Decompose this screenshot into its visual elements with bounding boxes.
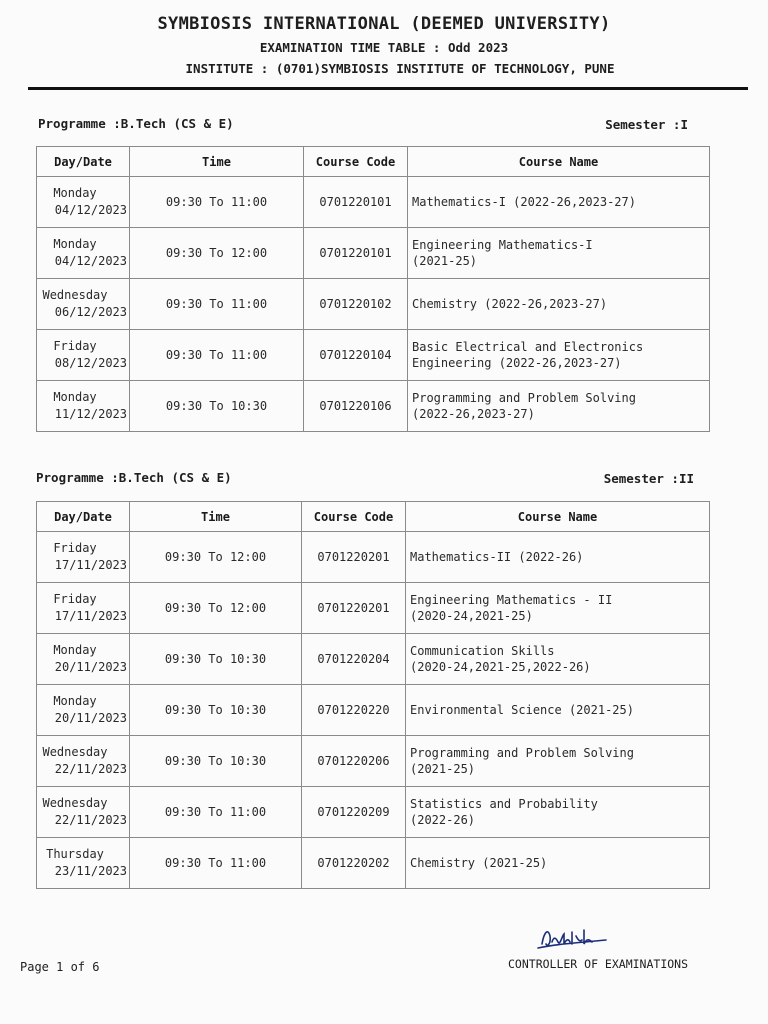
table-body [37, 532, 710, 889]
table-row [37, 583, 710, 634]
timetable-semester-1 [36, 146, 710, 432]
table-row [37, 532, 710, 583]
course-code-cell: 0701220209 [302, 787, 406, 838]
time-cell: 09:30 To 11:00 [130, 177, 304, 228]
programme-label: Programme :B.Tech (CS & E) [38, 116, 234, 131]
column-header-course-code: Course Code [302, 502, 406, 532]
day-name: Monday [53, 643, 97, 657]
table-row [37, 177, 710, 228]
day-name: Thursday [46, 847, 104, 861]
exam-date: 20/11/2023 [54, 711, 127, 725]
column-header-day-date: Day/Date [37, 147, 130, 177]
column-header-course-name: Course Name [406, 502, 710, 532]
course-code-cell: 0701220201 [302, 532, 406, 583]
time-cell: 09:30 To 10:30 [130, 634, 302, 685]
course-name-cell: Chemistry (2022-26,2023-27) [408, 279, 710, 330]
exam-date: 22/11/2023 [54, 813, 127, 827]
time-cell: 09:30 To 11:00 [130, 279, 304, 330]
day-name: Monday [53, 390, 97, 404]
exam-date: 04/12/2023 [54, 203, 127, 217]
exam-date: 11/12/2023 [54, 407, 127, 421]
day-name: Wednesday [42, 796, 108, 810]
semester-label: Semester :I [605, 117, 688, 132]
course-code-cell: 0701220101 [304, 228, 408, 279]
course-code-cell: 0701220104 [304, 330, 408, 381]
table-body [37, 177, 710, 432]
day-date-cell [37, 177, 130, 228]
day-date-cell [37, 330, 130, 381]
table-row [37, 279, 710, 330]
exam-date: 20/11/2023 [54, 660, 127, 674]
time-cell: 09:30 To 12:00 [130, 228, 304, 279]
time-cell: 09:30 To 12:00 [130, 583, 302, 634]
day-date-cell [37, 634, 130, 685]
course-name-cell: Statistics and Probability (2022-26) [406, 787, 710, 838]
day-date-cell [37, 381, 130, 432]
exam-date: 17/11/2023 [54, 609, 127, 623]
time-cell: 09:30 To 10:30 [130, 736, 302, 787]
course-code-cell: 0701220220 [302, 685, 406, 736]
column-header-course-name: Course Name [408, 147, 710, 177]
table-row [37, 736, 710, 787]
timetable-semester-2 [36, 501, 710, 889]
table-row [37, 330, 710, 381]
course-code-cell: 0701220201 [302, 583, 406, 634]
semester-label: Semester :II [603, 471, 694, 486]
course-name-cell: Mathematics-I (2022-26,2023-27) [408, 177, 710, 228]
institute-line: INSTITUTE : (0701)SYMBIOSIS INSTITUTE OF TECHNOLOGY, PUNE [185, 61, 615, 76]
course-name-cell: Chemistry (2021-25) [406, 838, 710, 889]
day-date-cell [37, 787, 130, 838]
course-name-cell: Programming and Problem Solving (2022-26,2023-27) [408, 381, 710, 432]
course-name-cell: Basic Electrical and Electronics Engineering (2022-26,2023-27) [408, 330, 710, 381]
time-cell: 09:30 To 10:30 [130, 381, 304, 432]
day-name: Monday [53, 186, 97, 200]
day-name: Wednesday [42, 745, 108, 759]
course-code-cell: 0701220106 [304, 381, 408, 432]
header-divider [28, 87, 748, 90]
exam-date: 08/12/2023 [54, 356, 127, 370]
programme-label: Programme :B.Tech (CS & E) [36, 470, 232, 485]
day-date-cell [37, 583, 130, 634]
course-code-cell: 0701220102 [304, 279, 408, 330]
day-name: Monday [53, 237, 97, 251]
table-row [37, 634, 710, 685]
exam-date: 22/11/2023 [54, 762, 127, 776]
time-cell: 09:30 To 12:00 [130, 532, 302, 583]
day-date-cell [37, 685, 130, 736]
course-name-cell: Environmental Science (2021-25) [406, 685, 710, 736]
course-name-cell: Programming and Problem Solving (2021-25) [406, 736, 710, 787]
table-row [37, 787, 710, 838]
day-date-cell [37, 532, 130, 583]
signature-icon [536, 922, 616, 956]
column-header-time: Time [130, 147, 304, 177]
table-header-row [37, 147, 710, 177]
page-number: Page 1 of 6 [20, 960, 100, 974]
course-name-cell: Engineering Mathematics - II (2020-24,2021-25) [406, 583, 710, 634]
table-row [37, 685, 710, 736]
day-name: Friday [53, 339, 97, 353]
exam-title: EXAMINATION TIME TABLE : Odd 2023 [259, 40, 509, 55]
table-row [37, 381, 710, 432]
course-code-cell: 0701220204 [302, 634, 406, 685]
column-header-day-date: Day/Date [37, 502, 130, 532]
course-name-cell: Engineering Mathematics-I (2021-25) [408, 228, 710, 279]
course-code-cell: 0701220202 [302, 838, 406, 889]
exam-date: 04/12/2023 [54, 254, 127, 268]
day-name: Monday [53, 694, 97, 708]
column-header-course-code: Course Code [304, 147, 408, 177]
table-row [37, 838, 710, 889]
exam-date: 06/12/2023 [54, 305, 127, 319]
university-title: SYMBIOSIS INTERNATIONAL (DEEMED UNIVERSITY) [157, 14, 611, 34]
day-name: Friday [53, 592, 97, 606]
course-code-cell: 0701220206 [302, 736, 406, 787]
column-header-time: Time [130, 502, 302, 532]
day-date-cell [37, 228, 130, 279]
time-cell: 09:30 To 11:00 [130, 838, 302, 889]
day-date-cell [37, 279, 130, 330]
day-name: Wednesday [42, 288, 108, 302]
day-name: Friday [53, 541, 97, 555]
exam-date: 23/11/2023 [54, 864, 127, 878]
time-cell: 09:30 To 10:30 [130, 685, 302, 736]
time-cell: 09:30 To 11:00 [130, 787, 302, 838]
controller-of-examinations: CONTROLLER OF EXAMINATIONS [508, 957, 689, 971]
table-row [37, 228, 710, 279]
exam-date: 17/11/2023 [54, 558, 127, 572]
time-cell: 09:30 To 11:00 [130, 330, 304, 381]
day-date-cell [37, 838, 130, 889]
table-header-row [37, 502, 710, 532]
course-name-cell: Communication Skills (2020-24,2021-25,2022-26) [406, 634, 710, 685]
course-name-cell: Mathematics-II (2022-26) [406, 532, 710, 583]
course-code-cell: 0701220101 [304, 177, 408, 228]
day-date-cell [37, 736, 130, 787]
